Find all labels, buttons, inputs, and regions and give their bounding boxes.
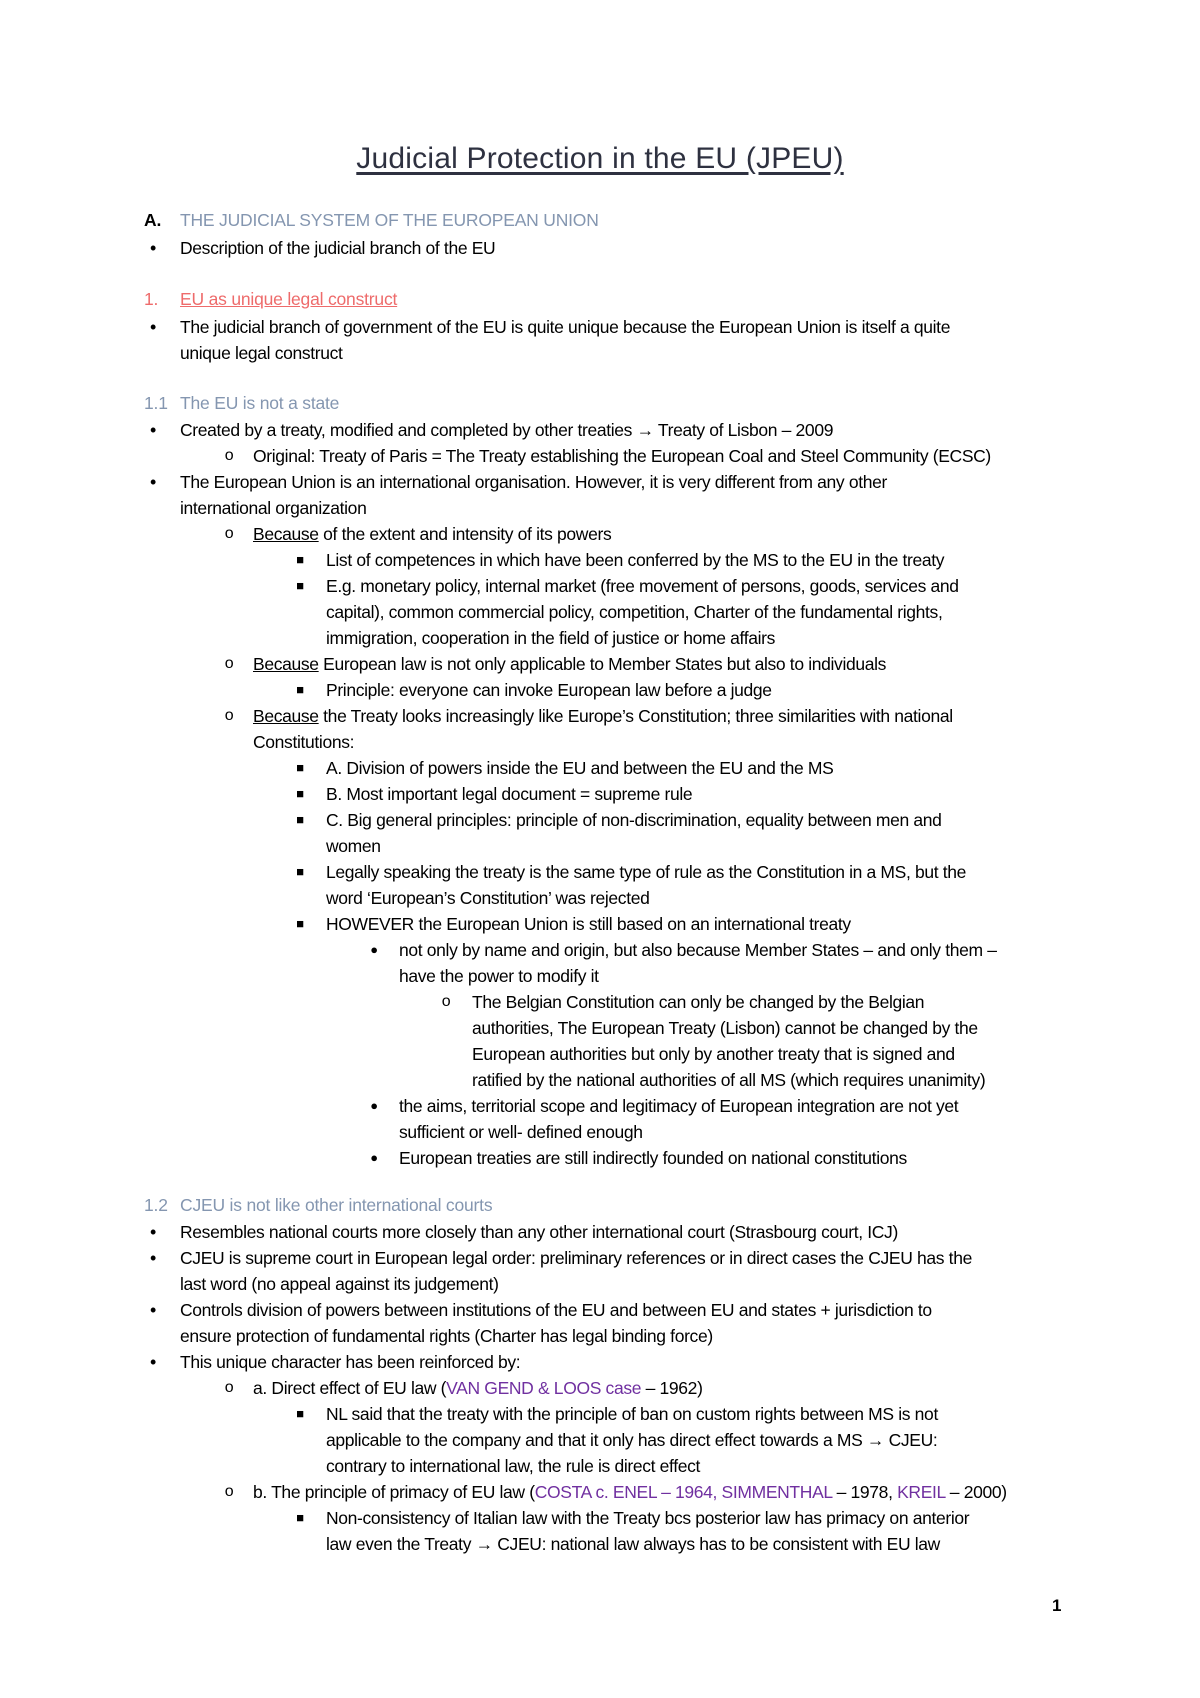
square-bullet-icon: ■: [296, 786, 304, 801]
list-item: o Because of the extent and intensity of its powers: [253, 521, 1053, 547]
circle-bullet-icon: o: [224, 1483, 234, 1500]
square-bullet-icon: ■: [296, 760, 304, 775]
dot-bullet-icon: ●: [370, 1098, 378, 1113]
list-item: • The judicial branch of government of the EU is quite unique because the European Union is itself a quite unique legal construct: [180, 314, 1060, 366]
list-item: • Created by a treaty, modified and completed by other treaties → Treaty of Lisbon – 2009: [180, 417, 1060, 443]
square-bullet-icon: ■: [296, 1510, 304, 1525]
list-item: ■ List of competences in which have been conferred by the MS to the EU in the treaty: [326, 547, 1056, 573]
list-item: o The Belgian Constitution can only be changed by the Belgian authorities, The European Treaty (Lisbon) cannot be changed by the European authorities but only by another treaty that is signed and ratified by the national authorities of all MS (which requires unanimity): [472, 989, 1062, 1093]
list-item: • This unique character has been reinforced by:: [180, 1349, 1060, 1375]
section-title: THE JUDICIAL SYSTEM OF THE EUROPEAN UNION: [180, 210, 599, 230]
list-item: o Original: Treaty of Paris = The Treaty establishing the European Coal and Steel Community (ECSC): [253, 443, 1053, 469]
square-bullet-icon: ■: [296, 916, 304, 931]
bullet-icon: •: [150, 1248, 156, 1268]
list-item: ■ C. Big general principles: principle of non-discrimination, equality between men and women: [326, 807, 1056, 859]
square-bullet-icon: ■: [296, 578, 304, 593]
bullet-icon: •: [150, 472, 156, 492]
page-number: 1: [1052, 1596, 1062, 1615]
list-item: • Controls division of powers between institutions of the EU and between EU and states + jurisdiction to ensure protection of fundamental rights (Charter has legal binding force): [180, 1297, 1060, 1349]
circle-bullet-icon: o: [441, 993, 451, 1010]
section-number: A.: [144, 210, 162, 230]
list-item: • Description of the judicial branch of the EU: [180, 235, 1060, 261]
subsection-heading-1-2: 1.2 CJEU is not like other international courts: [144, 1195, 493, 1215]
list-item: o b. The principle of primacy of EU law (COSTA c. ENEL – 1964, SIMMENTHAL – 1978, KREIL – 2000): [253, 1479, 1053, 1505]
list-item: ■ Non-consistency of Italian law with the Treaty bcs posterior law has primacy on anterior law even the Treaty → CJEU: national law always has to be consistent with EU law: [326, 1505, 1056, 1557]
bullet-icon: •: [150, 420, 156, 440]
list-item: ■ B. Most important legal document = supreme rule: [326, 781, 1056, 807]
bullet-icon: •: [150, 1352, 156, 1372]
circle-bullet-icon: o: [224, 707, 234, 724]
list-item: • CJEU is supreme court in European legal order: preliminary references or in direct cases the CJEU has the last word (no appeal against its judgement): [180, 1245, 1060, 1297]
dot-bullet-icon: ●: [370, 942, 378, 957]
list-item: • The European Union is an international organisation. However, it is very different from any other international organization: [180, 469, 1060, 521]
subsection-heading-1-1: 1.1 The EU is not a state: [144, 393, 340, 413]
list-item: ● the aims, territorial scope and legitimacy of European integration are not yet sufficient or well- defined enough: [399, 1093, 1059, 1145]
case-name: COSTA c. ENEL – 1964, SIMMENTHAL: [534, 1482, 833, 1502]
circle-bullet-icon: o: [224, 1379, 234, 1396]
list-item: o Because the Treaty looks increasingly like Europe’s Constitution; three similarities with national Constitutions:: [253, 703, 1053, 755]
bullet-icon: •: [150, 238, 156, 258]
square-bullet-icon: ■: [296, 552, 304, 567]
bullet-icon: •: [150, 1222, 156, 1242]
list-item: ● not only by name and origin, but also because Member States – and only them – have the power to modify it: [399, 937, 1059, 989]
square-bullet-icon: ■: [296, 864, 304, 879]
section-number: 1.: [144, 289, 159, 309]
list-item: ■ Legally speaking the treaty is the same type of rule as the Constitution in a MS, but the word ‘European’s Constitution’ was rejected: [326, 859, 1056, 911]
circle-bullet-icon: o: [224, 525, 234, 542]
list-item: ■ A. Division of powers inside the EU and between the EU and the MS: [326, 755, 1056, 781]
case-name: KREIL: [897, 1482, 946, 1502]
list-item: ■ HOWEVER the European Union is still based on an international treaty: [326, 911, 1056, 937]
bullet-icon: •: [150, 317, 156, 337]
section-title: EU as unique legal construct: [180, 289, 398, 309]
list-item: ● European treaties are still indirectly founded on national constitutions: [399, 1145, 1059, 1171]
section-heading-a: [144, 210, 599, 231]
square-bullet-icon: ■: [296, 682, 304, 697]
list-item: ■ E.g. monetary policy, internal market (free movement of persons, goods, services and capital), common commercial policy, competition, Charter of the fundamental rights, immigration, cooperation in the field of justice or home affairs: [326, 573, 1056, 651]
square-bullet-icon: ■: [296, 1406, 304, 1421]
list-item: ■ NL said that the treaty with the principle of ban on custom rights between MS is not applicable to the company and that it only has direct effect towards a MS → CJEU: contrary to international law, the rule is direct effect: [326, 1401, 1056, 1479]
bullet-icon: •: [150, 1300, 156, 1320]
case-name: VAN GEND & LOOS case: [446, 1378, 642, 1398]
list-item: ■ Principle: everyone can invoke European law before a judge: [326, 677, 1056, 703]
square-bullet-icon: ■: [296, 812, 304, 827]
circle-bullet-icon: o: [224, 447, 234, 464]
document-title: Judicial Protection in the EU (JPEU): [356, 142, 844, 175]
section-heading-1: [144, 289, 397, 310]
circle-bullet-icon: o: [224, 655, 234, 672]
list-item: o Because European law is not only applicable to Member States but also to individuals: [253, 651, 1053, 677]
list-item: o a. Direct effect of EU law (VAN GEND & LOOS case – 1962): [253, 1375, 1053, 1401]
dot-bullet-icon: ●: [370, 1150, 378, 1165]
list-item: • Resembles national courts more closely than any other international court (Strasbourg court, ICJ): [180, 1219, 1060, 1245]
